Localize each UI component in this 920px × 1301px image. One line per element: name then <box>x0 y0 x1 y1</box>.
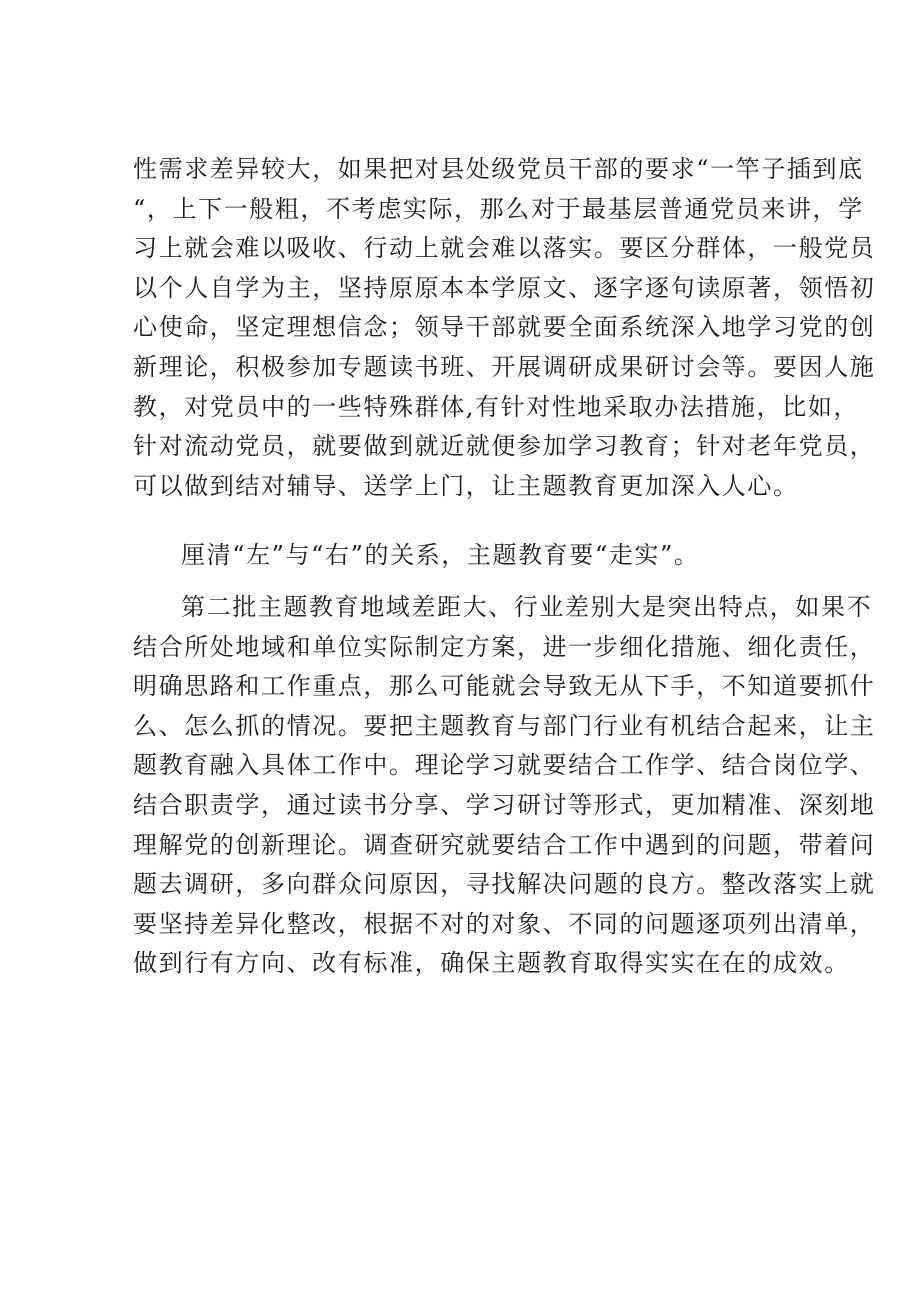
paragraph-line: 习上就会难以吸收、行动上就会难以落实。要区分群体，一般党员 <box>133 234 876 263</box>
paragraph-2 <box>133 588 876 984</box>
paragraph-line: 明确思路和工作重点，那么可能就会导致无从下手，不知道要抓什 <box>133 672 876 701</box>
heading-text: 厘清“左”与“右”的关系，主题教育要“走实”。 <box>181 541 700 569</box>
paragraph-line: 结合职责学，通过读书分享、学习研讨等形式，更加精准、深刻地 <box>133 790 876 819</box>
paragraph-1 <box>133 150 876 506</box>
paragraph-line: 结合所处地域和单位实际制定方案，进一步细化措施、细化责任， <box>133 632 876 661</box>
paragraph-line: 做到行有方向、改有标准，确保主题教育取得实实在在的成效。 <box>133 949 850 978</box>
paragraph-line: 新理论，积极参加专题读书班、开展调研成果研讨会等。要因人施 <box>133 352 876 381</box>
paragraph-line: 性需求差异较大，如果把对县处级党员干部的要求“一竿子插到底 <box>133 155 864 183</box>
paragraph-line: 教，对党员中的一些特殊群体,有针对性地采取办法措施，比如， <box>133 392 860 421</box>
section-heading <box>133 536 841 576</box>
paragraph-line: 心使命，坚定理想信念；领导干部就要全面系统深入地学习党的创 <box>133 313 876 342</box>
paragraph-line: 以个人自学为主，坚持原原本本学原文、逐字逐句读原著，领悟初 <box>133 273 876 302</box>
paragraph-line: “，上下一般粗，不考虑实际，那么对于最基层普通党员来讲，学 <box>133 194 864 223</box>
paragraph-line: 理解党的创新理论。调查研究就要结合工作中遇到的问题，带着问 <box>133 830 876 859</box>
paragraph-line: 针对流动党员，就要做到就近就便参加学习教育；针对老年党员， <box>133 432 876 461</box>
paragraph-line: 题教育融入具体工作中。理论学习就要结合工作学、结合岗位学、 <box>133 751 876 780</box>
paragraph-line: 要坚持差异化整改，根据不对的对象、不同的问题逐项列出清单， <box>133 909 876 938</box>
paragraph-line: 第二批主题教育地域差距大、行业差别大是突出特点，如果不 <box>181 593 873 621</box>
paragraph-line: 么、怎么抓的情况。要把主题教育与部门行业有机结合起来，让主 <box>133 711 876 740</box>
paragraph-line: 可以做到结对辅导、送学上门，让主题教育更加深入人心。 <box>133 471 799 500</box>
paragraph-line: 题去调研，多向群众问原因，寻找解决问题的良方。整改落实上就 <box>133 870 876 899</box>
